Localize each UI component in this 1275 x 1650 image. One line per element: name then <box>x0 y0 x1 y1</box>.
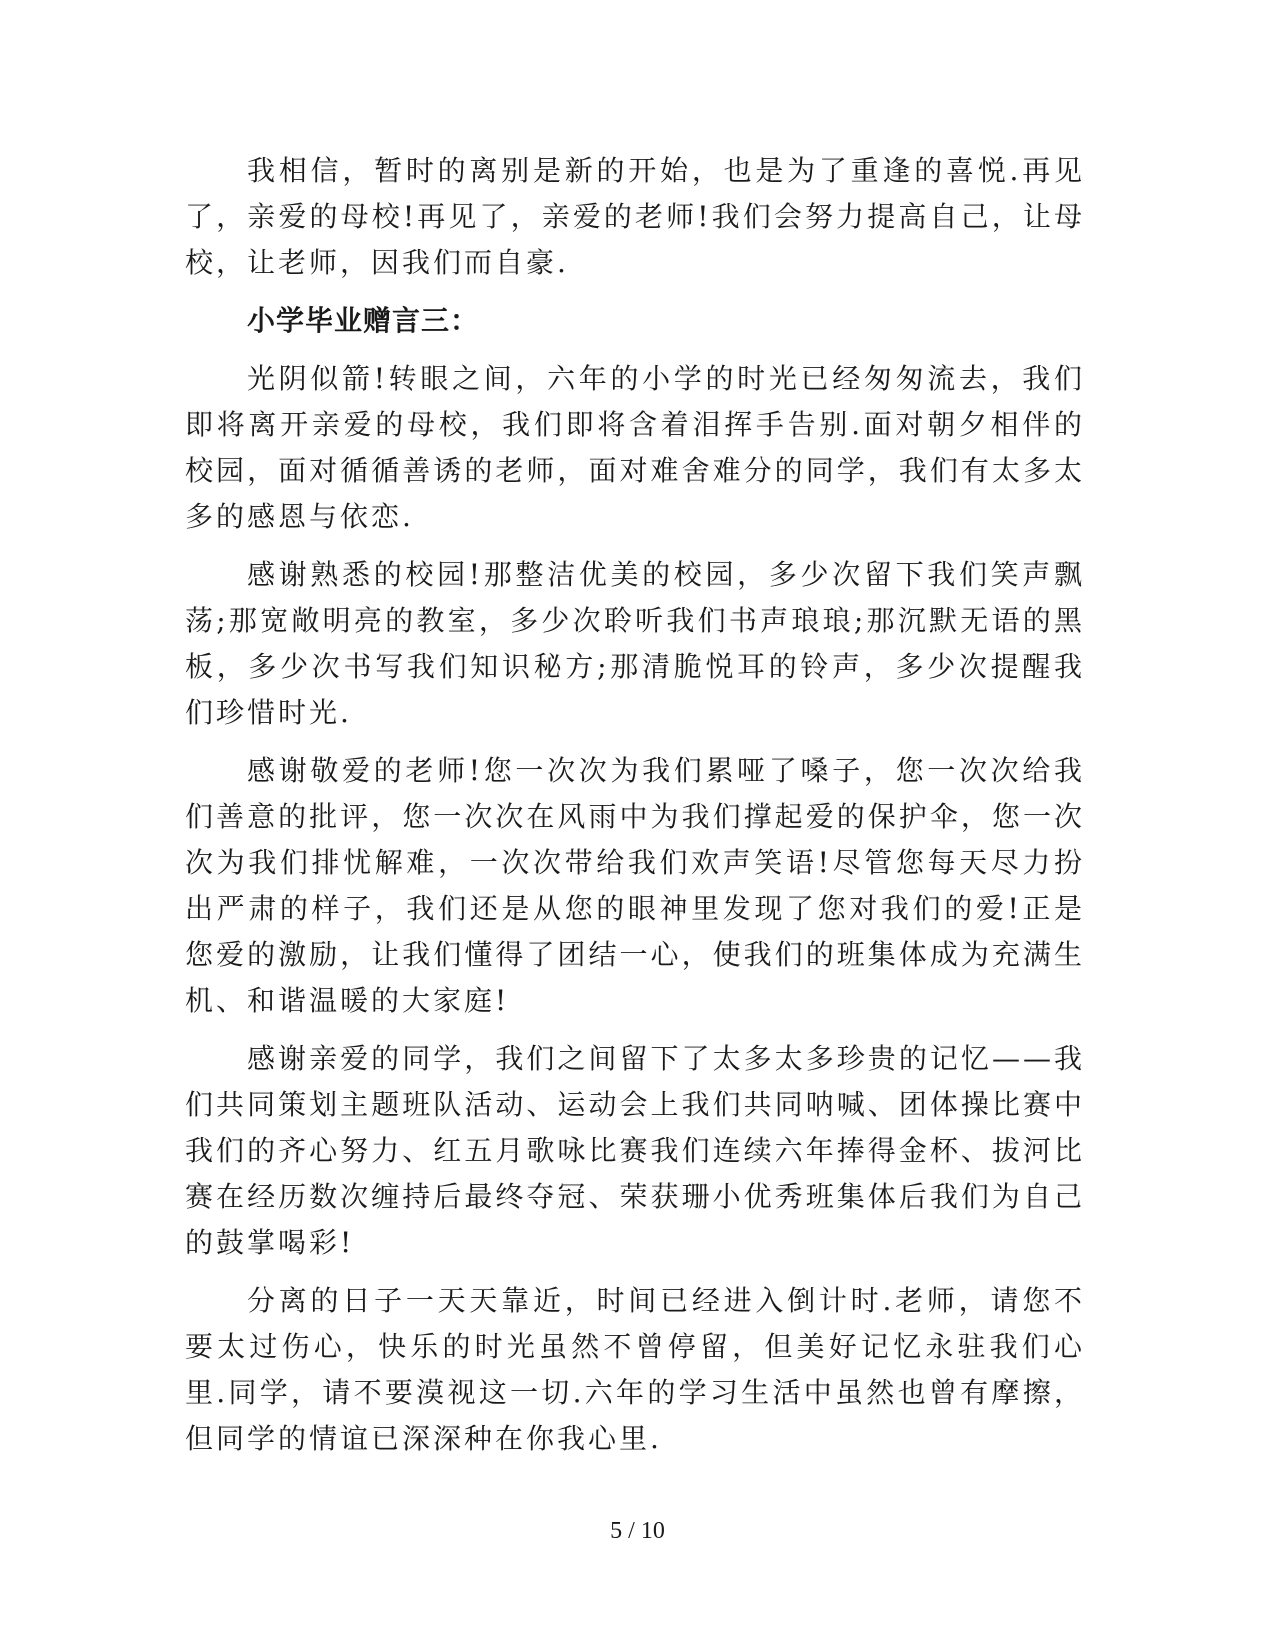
paragraph: 感谢熟悉的校园!那整洁优美的校园，多少次留下我们笑声飘荡;那宽敞明亮的教室，多少次聆听我们书声琅琅;那沉默无语的黑板，多少次书写我们知识秘方;那清脆悦耳的铃声，多少次提醒我们珍惜时光. <box>185 558 1085 729</box>
document-body <box>185 148 1085 1474</box>
paragraph: 分离的日子一天天靠近，时间已经进入倒计时.老师，请您不要太过伤心，快乐的时光虽然不曾停留，但美好记忆永驻我们心里.同学，请不要漠视这一切.六年的学习生活中虽然也曾有摩擦，但同学的情谊已深深种在你我心里. <box>185 1284 1085 1455</box>
page-number: 5 / 10 <box>610 1518 665 1544</box>
paragraph: 光阴似箭!转眼之间，六年的小学的时光已经匆匆流去，我们即将离开亲爱的母校，我们即将含着泪挥手告别.面对朝夕相伴的校园，面对循循善诱的老师，面对难舍难分的同学，我们有太多太多的感恩与依恋. <box>185 362 1085 533</box>
paragraph: 我相信，暂时的离别是新的开始，也是为了重逢的喜悦.再见了，亲爱的母校!再见了，亲爱的老师!我们会努力提高自己，让母校，让老师，因我们而自豪. <box>185 154 1085 279</box>
paragraph: 感谢亲爱的同学，我们之间留下了太多太多珍贵的记忆——我们共同策划主题班队活动、运动会上我们共同呐喊、团体操比赛中我们的齐心努力、红五月歌咏比赛我们连续六年捧得金杯、拔河比赛在经历数次缠持后最终夺冠、荣获珊小优秀班集体后我们为自己的鼓掌喝彩! <box>185 1042 1085 1259</box>
section-heading: 小学毕业赠言三： <box>247 304 480 337</box>
paragraph: 感谢敬爱的老师!您一次次为我们累哑了嗓子，您一次次给我们善意的批评，您一次次在风雨中为我们撑起爱的保护伞，您一次次为我们排忧解难，一次次带给我们欢声笑语!尽管您每天尽力扮出严肃的样子，我们还是从您的眼神里发现了您对我们的爱!正是您爱的激励，让我们懂得了团结一心，使我们的班集体成为充满生机、和谐温暖的大家庭! <box>185 754 1085 1017</box>
